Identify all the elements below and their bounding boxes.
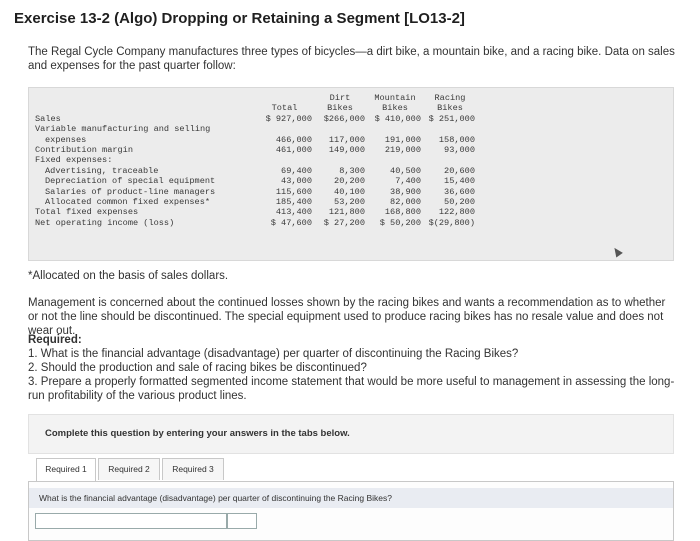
cell-variable-racing: 158,000	[438, 134, 475, 145]
cell-net-racing: $(29,800)	[428, 217, 475, 228]
exercise-title: Exercise 13-2 (Algo) Dropping or Retaining a Segment [LO13-2]	[14, 10, 465, 27]
header-dirt-1: Dirt	[329, 93, 351, 103]
cell-sales-racing: $ 251,000	[428, 113, 475, 124]
required-question-1: 1. What is the financial advantage (disadvantage) per quarter of discontinuing the Racing Bikes?	[28, 348, 519, 360]
question-prompt: What is the financial advantage (disadvantage) per quarter of discontinuing the Racing Bikes?	[39, 493, 392, 503]
instruction-text: Complete this question by entering your answers in the tabs below.	[45, 428, 350, 439]
instruction-box	[28, 414, 674, 454]
cell-total-fixed-total: 413,400	[275, 207, 312, 218]
row-label: expenses	[45, 134, 87, 145]
cell-variable-total: 466,000	[275, 134, 312, 145]
tab-required-2[interactable]: Required 2	[98, 458, 160, 480]
row-label: Salaries of product-line managers	[45, 186, 216, 197]
cell-advertising-total: 69,400	[281, 165, 312, 176]
row-label: Contribution margin	[35, 144, 133, 155]
row-label: Variable manufacturing and selling	[35, 124, 211, 135]
row-label: Advertising, traceable	[45, 165, 159, 176]
cell-allocated-mountain: 82,000	[390, 196, 421, 207]
row-label: Depreciation of special equipment	[45, 176, 216, 187]
cell-contribution-dirt: 149,000	[328, 144, 365, 155]
cell-salaries-dirt: 40,100	[334, 186, 365, 197]
answer-input[interactable]	[35, 513, 227, 529]
header-total: Total	[271, 103, 298, 114]
row-label: Net operating income (loss)	[35, 217, 175, 228]
required-question-2: 2. Should the production and sale of racing bikes be discontinued?	[28, 362, 367, 374]
cell-depreciation-dirt: 20,200	[334, 176, 365, 187]
cell-salaries-total: 115,600	[275, 186, 312, 197]
cell-allocated-dirt: 53,200	[334, 196, 365, 207]
required-section	[28, 333, 678, 403]
cell-depreciation-racing: 15,400	[444, 176, 475, 187]
cell-sales-total: $ 927,000	[265, 113, 312, 124]
cell-salaries-mountain: 38,900	[390, 186, 421, 197]
cell-sales-dirt: $266,000	[323, 113, 365, 124]
cell-sales-mountain: $ 410,000	[374, 113, 421, 124]
cell-depreciation-total: 43,000	[281, 176, 312, 187]
header-mountain-2: Bikes	[382, 103, 408, 114]
answer-label-input[interactable]	[227, 513, 257, 529]
cell-variable-dirt: 117,000	[328, 134, 365, 145]
cell-net-total: $ 47,600	[270, 217, 312, 228]
cell-total-fixed-racing: 122,800	[438, 207, 475, 218]
header-mountain-1: Mountain	[374, 93, 416, 103]
row-label: Allocated common fixed expenses*	[45, 196, 211, 207]
row-label: Sales	[35, 113, 61, 124]
cell-depreciation-mountain: 7,400	[395, 176, 421, 187]
management-paragraph: Management is concerned about the continued losses shown by the racing bikes and wants a recommendation as to whether or not the line should be discontinued. The special equipment used to produce racing bikes has no resale value and does not wear out.	[28, 297, 666, 337]
header-racing-2: Bikes	[437, 103, 463, 114]
tab-content	[28, 481, 674, 541]
header-dirt-2: Bikes	[327, 103, 353, 114]
cell-variable-mountain: 191,000	[384, 134, 421, 145]
cell-allocated-racing: 50,200	[444, 196, 475, 207]
required-question-3: 3. Prepare a properly formatted segmented income statement that would be more useful to management in assessing the long-run profitability of the various product lines.	[28, 376, 675, 402]
cell-total-fixed-mountain: 168,800	[384, 207, 421, 218]
cell-advertising-mountain: 40,500	[390, 165, 421, 176]
cell-advertising-racing: 20,600	[444, 165, 475, 176]
cell-salaries-racing: 36,600	[444, 186, 475, 197]
cell-contribution-total: 461,000	[275, 144, 312, 155]
footnote: *Allocated on the basis of sales dollars.	[28, 270, 229, 282]
header-racing-1: Racing	[434, 93, 466, 103]
required-heading: Required:	[28, 334, 82, 346]
tab-bar	[28, 458, 672, 482]
row-label: Fixed expenses:	[35, 155, 113, 166]
cell-allocated-total: 185,400	[275, 196, 312, 207]
cell-net-mountain: $ 50,200	[379, 217, 421, 228]
intro-text: The Regal Cycle Company manufactures three types of bicycles—a dirt bike, a mountain bike, and a racing bike. Data on sales and expenses for the past quarter follow:	[28, 46, 675, 72]
question-bar	[29, 488, 673, 508]
row-label: Total fixed expenses	[35, 207, 139, 218]
cell-contribution-mountain: 219,000	[384, 144, 421, 155]
tab-required-1[interactable]: Required 1	[36, 458, 96, 481]
cell-contribution-racing: 93,000	[444, 144, 475, 155]
cell-advertising-dirt: 8,300	[339, 165, 365, 176]
financial-data-table	[28, 87, 674, 261]
cell-total-fixed-dirt: 121,800	[328, 207, 365, 218]
tab-required-3[interactable]: Required 3	[162, 458, 224, 480]
cell-net-dirt: $ 27,200	[323, 217, 365, 228]
